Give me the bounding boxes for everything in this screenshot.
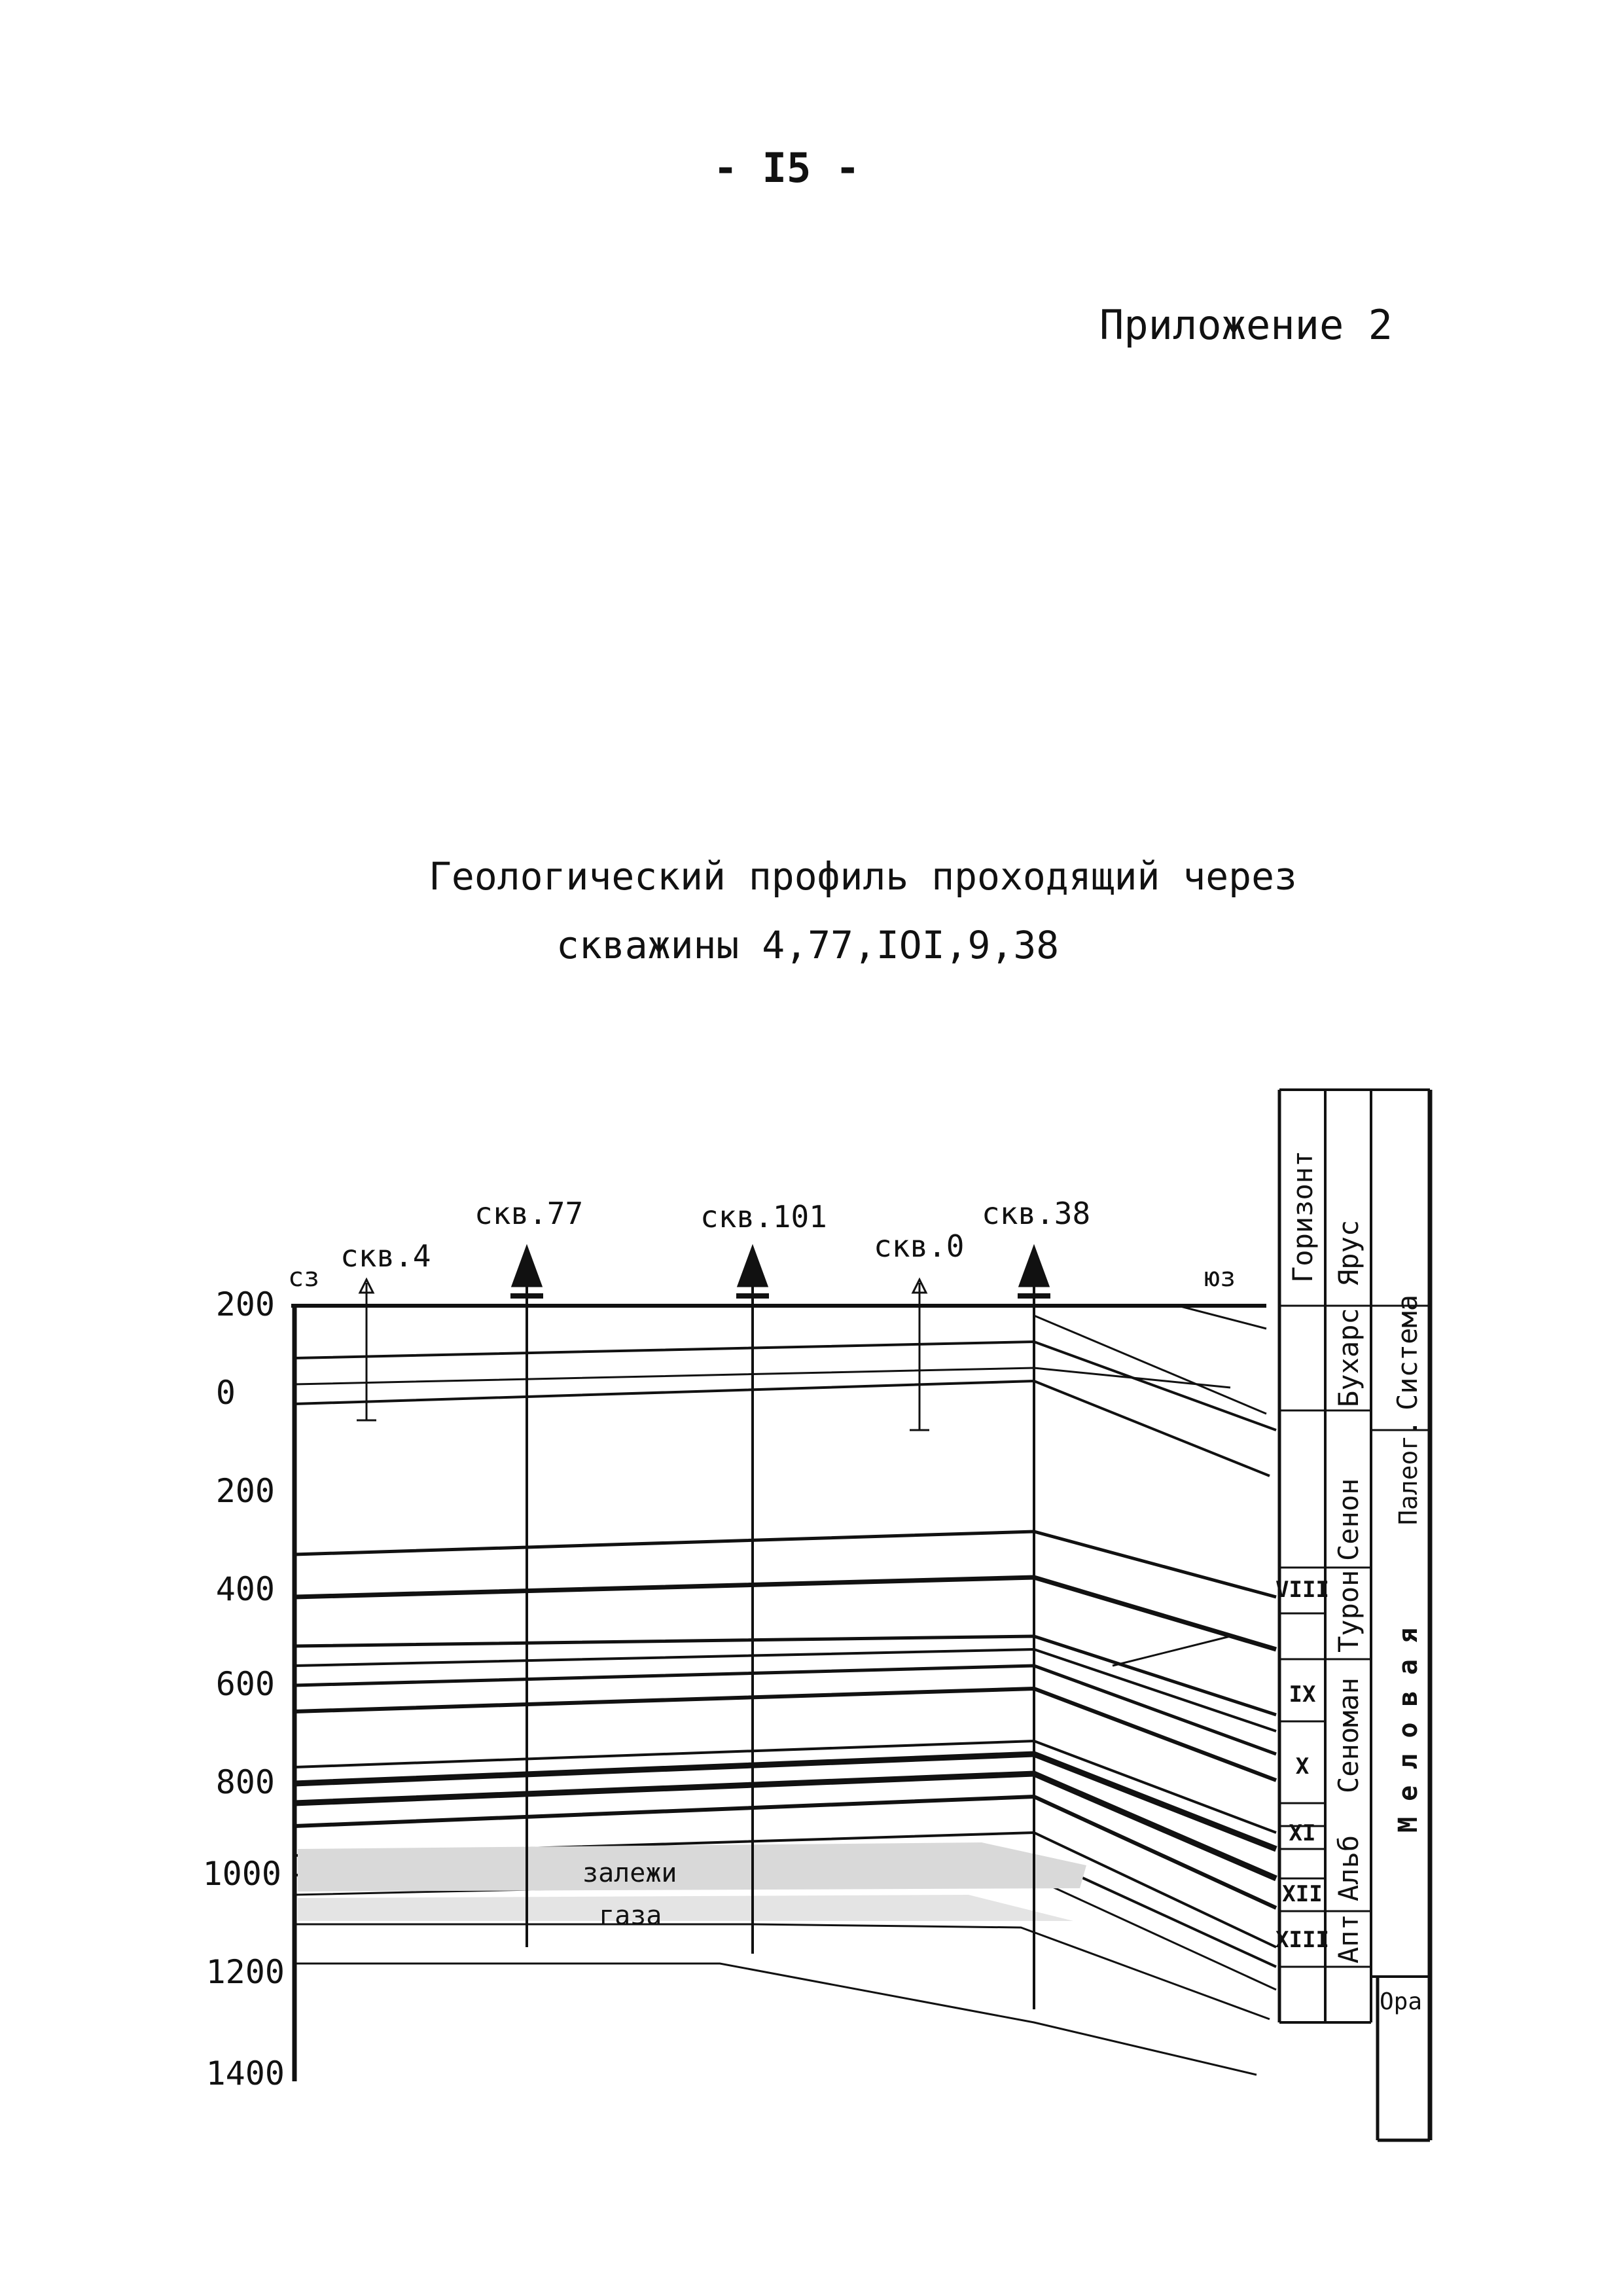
deposit-label: залежи <box>582 1858 677 1888</box>
stage-label: Бухарс <box>1332 1308 1364 1407</box>
depth-label: 0 <box>215 1374 236 1412</box>
geological-profile <box>0 1047 1623 2160</box>
well-label: скв.101 <box>700 1199 827 1234</box>
stage-label: Сенон <box>1332 1478 1364 1561</box>
horizon-label: X <box>1295 1753 1310 1780</box>
deposit-label: газа <box>599 1901 662 1931</box>
depth-label: 1400 <box>205 2054 285 2092</box>
horizon-label: XIII <box>1275 1927 1329 1953</box>
horizon-label: IX <box>1289 1681 1316 1708</box>
stage-label: Апт <box>1332 1914 1364 1964</box>
depth-label: 600 <box>215 1665 275 1703</box>
legend-header: Ярус <box>1332 1219 1364 1286</box>
legend-header: Горизонт <box>1287 1150 1319 1283</box>
appendix-label: Приложение 2 <box>1099 301 1393 349</box>
depth-label: 200 <box>215 1285 275 1323</box>
legend-header: Система <box>1391 1294 1423 1410</box>
stage-label: Альб <box>1332 1835 1364 1901</box>
depth-label: 200 <box>215 1472 275 1510</box>
well-label: скв.4 <box>340 1238 431 1274</box>
page-number: - I5 - <box>713 144 860 192</box>
depth-label: 1000 <box>202 1855 281 1893</box>
depth-label: 400 <box>215 1570 275 1608</box>
depth-label: 1200 <box>205 1953 285 1991</box>
horizon-label: XII <box>1282 1881 1323 1907</box>
horizon-label: VIII <box>1275 1577 1329 1603</box>
depth-label: 800 <box>215 1763 275 1801</box>
figure-title-line-1: Геологический профиль проходящий через <box>429 854 1297 899</box>
direction-label-left: сз <box>288 1263 320 1293</box>
system-label: Ора <box>1380 1988 1423 2015</box>
direction-label-right: юз <box>1204 1263 1236 1293</box>
well-label: скв.77 <box>474 1196 584 1231</box>
stage-label: Сеноман <box>1332 1677 1364 1793</box>
well-label: скв.38 <box>982 1196 1091 1231</box>
system-label: М е л о в а я <box>1393 1627 1423 1833</box>
system-label: Палеог. <box>1394 1420 1423 1525</box>
horizon-label: XI <box>1289 1820 1316 1846</box>
figure-title-line-2: скважины 4,77,IOI,9,38 <box>556 923 1060 967</box>
stratigraphic-boundaries <box>294 1306 1276 2075</box>
well-label: скв.0 <box>874 1229 965 1264</box>
gas-deposit-zone <box>298 1842 1086 1921</box>
stage-label: Турон <box>1332 1570 1364 1653</box>
